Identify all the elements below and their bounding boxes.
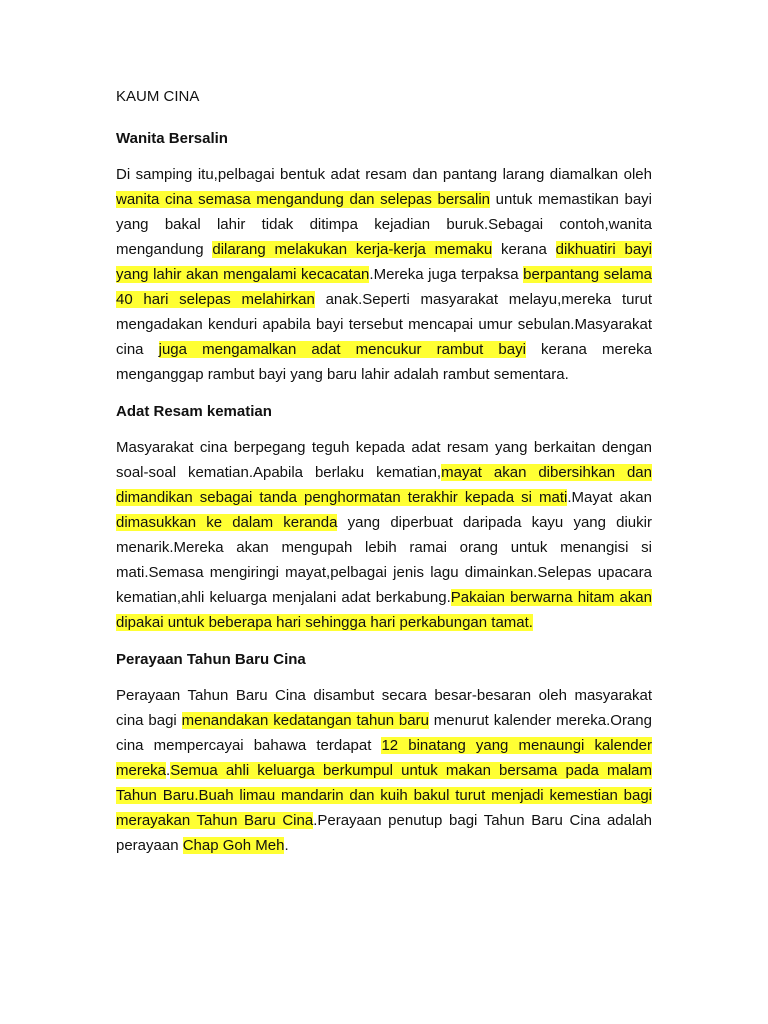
text-segment: Perayaan Tahun Baru Cina disambut secara besar-besaran oleh masyarakat cina bagi (116, 687, 652, 729)
highlighted-text: dilarang melakukan kerja-kerja memaku (212, 241, 493, 258)
section-heading-adat-resam-kematian: Adat Resam kematian (116, 403, 272, 420)
text-segment: menurut kalender mereka.Orang cina mempercayai bahawa terdapat (116, 712, 652, 754)
section-heading-perayaan-tahun-baru-cina: Perayaan Tahun Baru Cina (116, 651, 306, 668)
highlighted-text: juga mengamalkan adat mencukur rambut bayi (158, 341, 526, 358)
highlighted-text: dikhuatiri bayi yang lahir akan mengalami kecacatan (116, 241, 652, 283)
text-segment: .Perayaan penutup bagi Tahun Baru Cina adalah perayaan (116, 812, 653, 854)
text-segment: Masyarakat cina berpegang teguh kepada adat resam yang berkaitan dengan soal-soal kematian.Apabila berlaku kematian, (116, 439, 652, 481)
highlighted-text: menandakan kedatangan tahun baru (181, 712, 429, 729)
highlighted-text: Chap Goh Meh (182, 837, 285, 854)
highlighted-text: berpantang selama 40 hari selepas melahirkan (116, 266, 652, 308)
document-page (116, 84, 652, 870)
highlighted-text: Semua ahli keluarga berkumpul untuk makan bersama pada malam Tahun Baru.Buah limau mandarin dan kuih bakul turut menjadi kemestian bagi merayakan Tahun Baru Cina (116, 762, 652, 829)
text-segment: kerana mereka menganggap rambut bayi yang baru lahir adalah rambut sementara. (116, 341, 653, 383)
paragraph-wanita-bersalin (116, 162, 652, 387)
paragraph-perayaan-tahun-baru-cina (116, 683, 652, 858)
text-segment: .Mayat akan (567, 489, 652, 506)
text-segment: kerana (492, 241, 556, 258)
text-segment: anak.Seperti masyarakat melayu,mereka turut mengadakan kenduri apabila bayi tersebut mencapai umur sebulan.Masyarakat cina (116, 291, 652, 358)
highlighted-text: mayat akan dibersihkan dan dimandikan sebagai tanda penghormatan terakhir kepada si mati (116, 464, 652, 506)
text-segment: . (166, 762, 171, 779)
text-segment: . (284, 837, 289, 854)
highlighted-text: dimasukkan ke dalam keranda (116, 514, 338, 531)
text-segment: .Mereka juga terpaksa (369, 266, 524, 283)
text-segment: Di samping itu,pelbagai bentuk adat resam dan pantang larang diamalkan oleh (116, 166, 652, 183)
document-title: KAUM CINA (116, 88, 200, 105)
highlighted-text: wanita cina semasa mengandung dan selepas bersalin (116, 191, 491, 208)
paragraph-adat-resam-kematian (116, 435, 652, 635)
text-segment: untuk memastikan bayi yang bakal lahir tidak ditimpa kejadian buruk.Sebagai contoh,wanita mengandung (116, 191, 652, 258)
text-segment: yang diperbuat daripada kayu yang diukir menarik.Mereka akan mengupah lebih ramai orang untuk menangisi si mati.Semasa mengiringi mayat,pelbagai jenis lagu dimainkan.Selepas upacara kematian,ahli keluarga menjalani adat berkabung. (116, 514, 652, 606)
highlighted-text: 12 binatang yang menaungi kalender mereka (116, 737, 652, 779)
section-heading-wanita-bersalin: Wanita Bersalin (116, 130, 228, 147)
highlighted-text: Pakaian berwarna hitam akan dipakai untuk beberapa hari sehingga hari perkabungan tamat. (116, 589, 652, 631)
